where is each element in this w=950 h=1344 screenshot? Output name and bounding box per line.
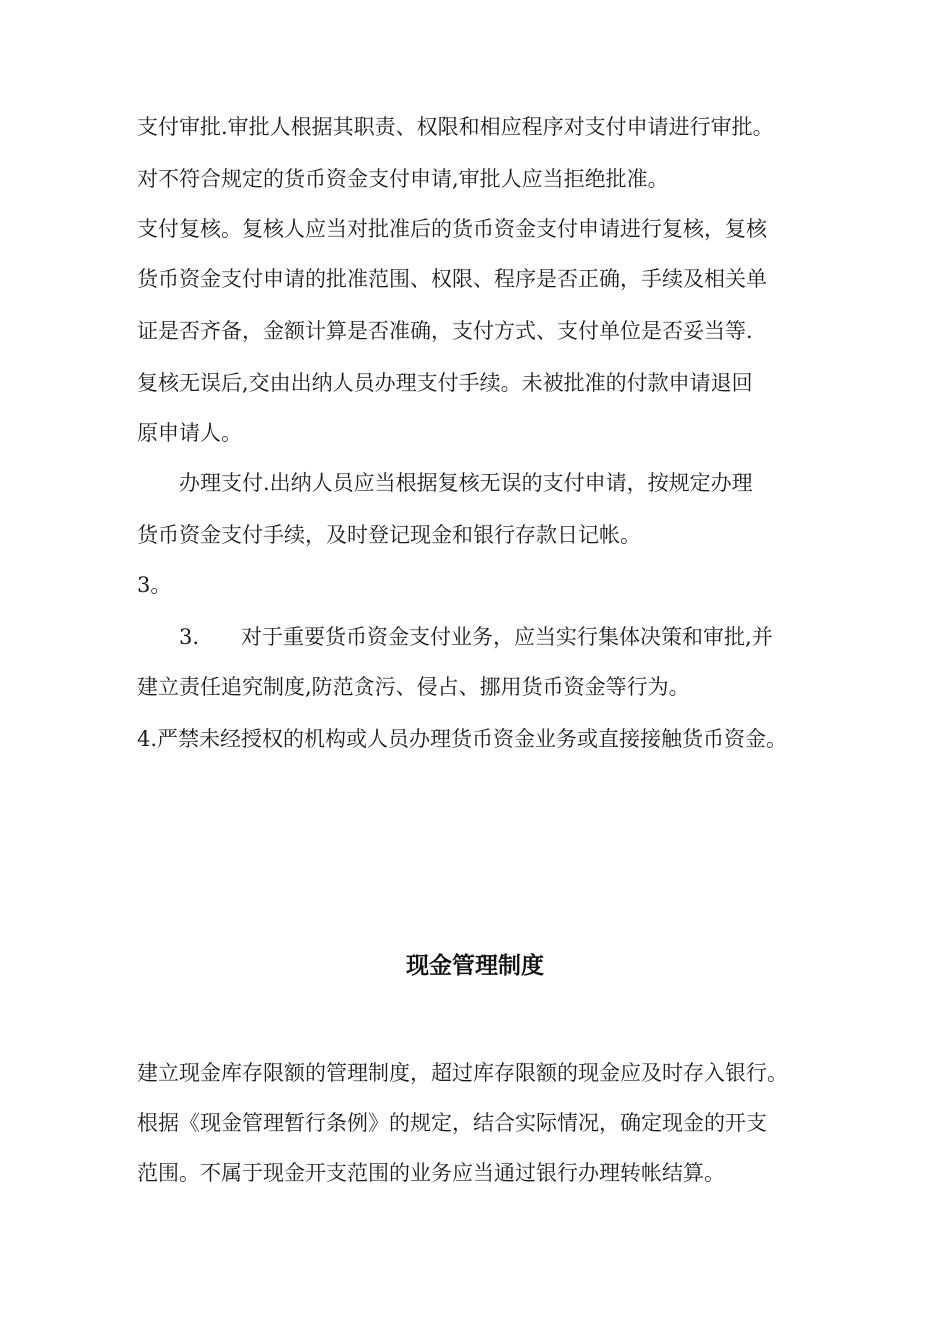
- paragraph-line: 根据《现金管理暂行条例》的规定，结合实际情况，确定现金的开支: [137, 1111, 767, 1135]
- paragraph-line: 支付复核。复核人应当对批准后的货币资金支付申请进行复核，复核: [137, 217, 767, 241]
- paragraph-line: 证是否齐备，金额计算是否准确，支付方式、支付单位是否妥当等.: [137, 319, 753, 343]
- paragraph-line: 3. 对于重要货币资金支付业务，应当实行集体决策和审批,并: [179, 625, 773, 649]
- paragraph-line: 3。: [137, 573, 172, 597]
- paragraph-line: 对不符合规定的货币资金支付申请,审批人应当拒绝批准。: [137, 167, 669, 191]
- paragraph-line: 建立现金库存限额的管理制度，超过库存限额的现金应及时存入银行。: [137, 1061, 788, 1085]
- paragraph-line: 建立责任追究制度,防范贪污、侵占、挪用货币资金等行为。: [137, 675, 690, 699]
- paragraph-line: 原申请人。: [137, 421, 242, 445]
- paragraph-line: 货币资金支付手续，及时登记现金和银行存款日记帐。: [137, 523, 641, 547]
- paragraph-line: 范围。不属于现金开支范围的业务应当通过银行办理转帐结算。: [137, 1161, 725, 1185]
- paragraph-line: 办理支付.出纳人员应当根据复核无误的支付申请，按规定办理: [179, 471, 753, 495]
- paragraph-line: 支付审批.审批人根据其职责、权限和相应程序对支付申请进行审批。: [137, 115, 774, 139]
- paragraph-line: 货币资金支付申请的批准范围、权限、程序是否正确，手续及相关单: [137, 267, 767, 291]
- paragraph-line: 4.严禁未经授权的机构或人员办理货币资金业务或直接接触货币资金。: [137, 727, 788, 751]
- paragraph-line: 复核无误后,交由出纳人员办理支付手续。未被批准的付款申请退回: [137, 371, 753, 395]
- section-title: 现金管理制度: [406, 953, 544, 979]
